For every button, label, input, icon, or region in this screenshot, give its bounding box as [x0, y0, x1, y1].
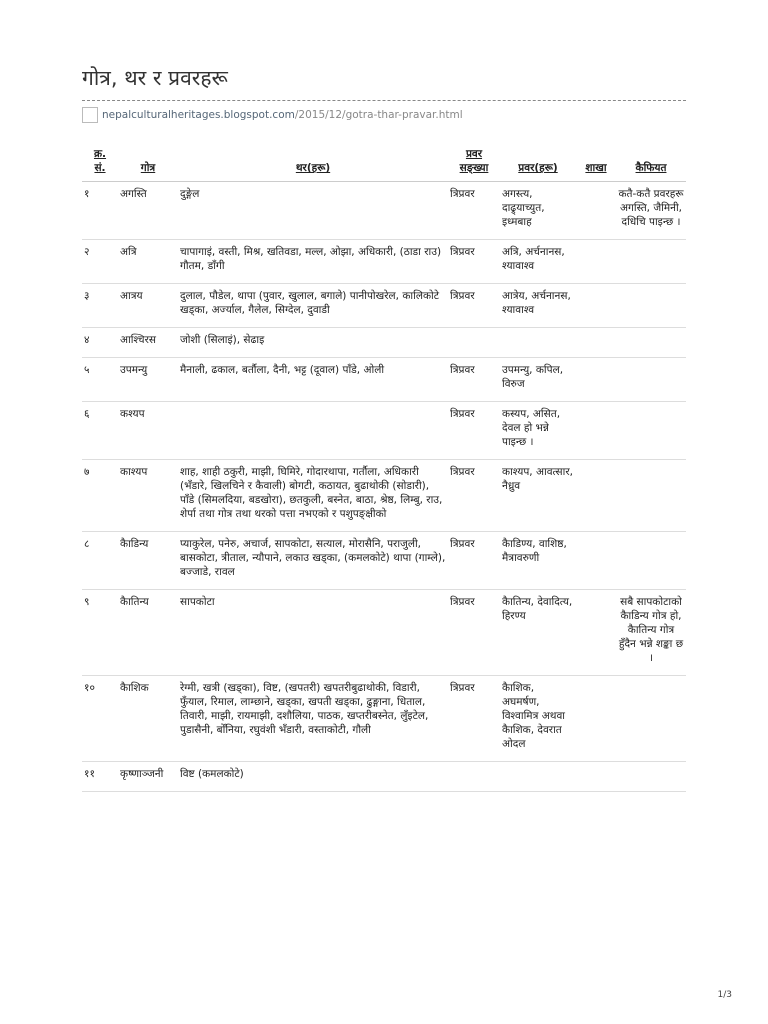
row-shakha: [576, 182, 616, 240]
row-gotra: कृष्णाञ्जनी: [118, 762, 178, 792]
title-divider: [82, 100, 686, 101]
row-gotra: कश्यप: [118, 402, 178, 460]
row-shakha: [576, 762, 616, 792]
row-note: [616, 328, 686, 358]
favicon-placeholder-icon: [82, 107, 98, 123]
row-thar: सापकोटा: [178, 590, 448, 676]
row-thar: चापागाइं, वस्ती, मिश्र, खतिवडा, मल्ल, ओझा, अधिकारी, (ठाडा राउ) गौतम, डाँगी: [178, 240, 448, 284]
row-thar: [178, 402, 448, 460]
row-count: [448, 328, 500, 358]
row-thar: मैनाली, ढकाल, बर्तौला, दैनी, भट्ट (दूवाल) पाँडे, ओली: [178, 358, 448, 402]
row-note: सबै सापकोटाको कैाडिन्य गोत्र हो, कैातिन्य गोत्र हुँदैन भन्ने शङ्का छ ।: [616, 590, 686, 676]
row-pravar: उपमन्यु, कपिल, विरुज: [500, 358, 576, 402]
row-pravar: अत्रि, अर्चनानस, श्यावाश्व: [500, 240, 576, 284]
row-shakha: [576, 240, 616, 284]
row-shakha: [576, 402, 616, 460]
row-note: [616, 358, 686, 402]
row-note: [616, 402, 686, 460]
row-count: त्रिप्रवर: [448, 402, 500, 460]
page-title: गोत्र, थर र प्रवरहरू: [82, 66, 228, 90]
row-num: ८: [82, 532, 118, 590]
row-shakha: [576, 590, 616, 676]
table-row: [82, 590, 686, 676]
page-number: 1/3: [717, 990, 732, 1000]
table-row: [82, 762, 686, 792]
row-pravar: कैाशिक, अघमर्षण, विश्वामित्र अथवा कैाशिक, देवरात ओदल: [500, 676, 576, 762]
row-count: त्रिप्रवर: [448, 284, 500, 328]
source-host: nepalculturalheritages.blogspot.com: [102, 109, 295, 121]
table-row: [82, 328, 686, 358]
row-count: [448, 762, 500, 792]
row-pravar: कैाडिण्य, वाशिष्ठ, मैत्रावरुणी: [500, 532, 576, 590]
row-gotra: कैाशिक: [118, 676, 178, 762]
row-gotra: उपमन्यु: [118, 358, 178, 402]
row-note: [616, 240, 686, 284]
row-thar: दुङ्गेल: [178, 182, 448, 240]
row-pravar: काश्यप, आवत्सार, नैध्रुव: [500, 460, 576, 532]
header-num: क्र. सं.: [82, 145, 118, 182]
row-shakha: [576, 532, 616, 590]
row-count: त्रिप्रवर: [448, 358, 500, 402]
row-gotra: अगस्ति: [118, 182, 178, 240]
row-thar: प्याकुरेल, पनेरु, अचार्ज, सापकोटा, सत्याल, मोरासैनि, पराजुली, बासकोटा, त्रीताल, न्यौपाने, लकाउ खड्का, (कमलकोटे) थापा (गाम्ले), बज्जाडे, रावल: [178, 532, 448, 590]
row-thar: दुलाल, पौडेल, थापा (पुवार, खुलाल, बगाले) पानीपोखरेल, कालिकोटे खड्का, अर्ज्याल, गैलेल, सिग्देल, दुवाडी: [178, 284, 448, 328]
row-note: [616, 676, 686, 762]
row-num: ९: [82, 590, 118, 676]
table-row: [82, 284, 686, 328]
row-thar: रेग्मी, खत्री (खड्का), विष्ट, (खपतरी) खपतरीबुढाथोकी, विडारी, फुँयाल, रिमाल, लाम्छाने, खड्का, खपती खड्का, ढुङ्गाना, धिताल, तिवारी, माझी, रायमाझी, दशौलिया, पाठक, खप्तरीबस्नेत, लुँइटेल, पुडासैनी, बोँनिया, रघुवंशी भँडारी, वस्ताकोटी, गौली: [178, 676, 448, 762]
row-count: त्रिप्रवर: [448, 532, 500, 590]
row-note: [616, 762, 686, 792]
row-shakha: [576, 676, 616, 762]
row-shakha: [576, 284, 616, 328]
row-num: २: [82, 240, 118, 284]
table-row: [82, 240, 686, 284]
row-shakha: [576, 460, 616, 532]
table-header-row: [82, 145, 686, 182]
header-note: कैफियत: [616, 145, 686, 182]
row-shakha: [576, 328, 616, 358]
gotra-table: [82, 145, 686, 792]
row-shakha: [576, 358, 616, 402]
row-num: १: [82, 182, 118, 240]
row-gotra: आत्रय: [118, 284, 178, 328]
row-num: ४: [82, 328, 118, 358]
table-row: [82, 182, 686, 240]
table-row: [82, 460, 686, 532]
row-num: ३: [82, 284, 118, 328]
row-num: ७: [82, 460, 118, 532]
row-pravar: कस्यप, असित, देवल हो भन्ने पाइन्छ ।: [500, 402, 576, 460]
row-pravar: अगस्त्य, दाढ्र्याच्युत, इध्मबाह: [500, 182, 576, 240]
row-num: ६: [82, 402, 118, 460]
row-num: १०: [82, 676, 118, 762]
row-gotra: कैाडिन्य: [118, 532, 178, 590]
row-pravar: [500, 328, 576, 358]
row-num: ११: [82, 762, 118, 792]
row-note: [616, 532, 686, 590]
table-row: [82, 676, 686, 762]
table-row: [82, 532, 686, 590]
source-path: /2015/12/gotra-thar-pravar.html: [294, 109, 463, 121]
row-note: [616, 460, 686, 532]
header-shakha: शाखा: [576, 145, 616, 182]
row-note: [616, 284, 686, 328]
row-pravar: [500, 762, 576, 792]
row-thar: विष्ट (कमलकोटे): [178, 762, 448, 792]
header-pravar: प्रवर(हरू): [500, 145, 576, 182]
row-num: ५: [82, 358, 118, 402]
row-thar: शाह, शाही ठकुरी, माझी, घिमिरे, गोदारथापा, गर्तौला, अधिकारी (भँडारे, खिलचिने र कैवाली) बोगटी, कठायत, बुढाथोकी (सोडारी), पाँडे (सिमलदिया, बडखोरा), छतकुली, बस्नेत, बाठा, श्रेष्ठ, लिम्बु, राउ, शेर्पा तथा गोत्र तथा थरको पत्ता नभएको र पशुपङ्क्षीको: [178, 460, 448, 532]
row-note: कतै-कतै प्रवरहरू अगस्ति, जैमिनी, दधिचि पाइन्छ ।: [616, 182, 686, 240]
table-row: [82, 358, 686, 402]
row-gotra: आश्चिरस: [118, 328, 178, 358]
row-count: त्रिप्रवर: [448, 240, 500, 284]
row-count: त्रिप्रवर: [448, 676, 500, 762]
row-pravar: कैातिन्य, देवादित्य, हिरण्य: [500, 590, 576, 676]
header-thar: थर(हरू): [178, 145, 448, 182]
row-gotra: अत्रि: [118, 240, 178, 284]
row-pravar: आत्रेय, अर्चनानस, श्यावाश्व: [500, 284, 576, 328]
row-count: त्रिप्रवर: [448, 460, 500, 532]
row-count: त्रिप्रवर: [448, 590, 500, 676]
row-count: त्रिप्रवर: [448, 182, 500, 240]
header-pravar-count: प्रवर सङ्ख्या: [448, 145, 500, 182]
header-gotra: गोत्र: [118, 145, 178, 182]
row-thar: जोशी (सिलाइं), सेढाइ: [178, 328, 448, 358]
source-link[interactable]: [102, 109, 463, 121]
table-row: [82, 402, 686, 460]
row-gotra: काश्यप: [118, 460, 178, 532]
row-gotra: कैातिन्य: [118, 590, 178, 676]
